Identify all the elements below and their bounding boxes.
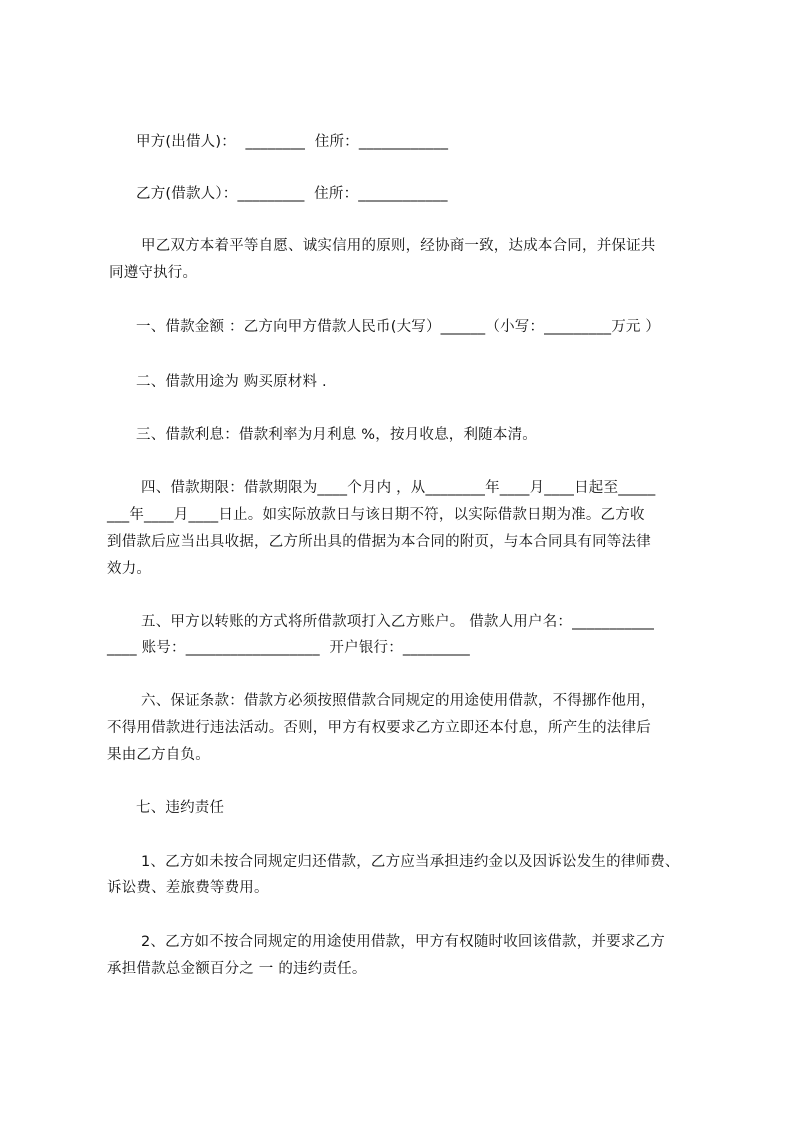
clause-6-line-3: 果由乙方自负。 — [107, 747, 210, 763]
clause-4-line-4: 效力。 — [107, 561, 152, 577]
clause-1-amount: 一、借款金额 ：乙方向甲方借款人民币(大写）______（小写：_________万元 ） — [136, 319, 661, 335]
clause-4-line-2: ___年____月____日止。如实际放款日与该日期不符，以实际借款日期为准。乙方收 — [107, 507, 645, 523]
clause-4-line-1: 四、借款期限：借款期限为____个月内 ，从________年____月____日起至_____ — [141, 480, 656, 496]
preamble-line-2: 同遵守执行。 — [109, 265, 198, 281]
clause-7-item-2-line-2: 承担借款总金额百分之 一 的违约责任。 — [107, 961, 367, 977]
clause-6-line-1: 六、保证条款：借款方必须按照借款合同规定的用途使用借款，不得挪作他用， — [141, 693, 656, 709]
clause-7-item-2-line-1: 2、乙方如不按合同规定的用途使用借款，甲方有权随时收回该借款，并要求乙方 — [141, 934, 665, 950]
clause-5-line-2: ____ 账号：__________________ 开户银行：_________ — [107, 640, 470, 656]
clause-7-heading: 七、违约责任 — [136, 800, 225, 816]
preamble-line-1: 甲乙双方本着平等自愿、诚实信用的原则，经协商一致，达成本合同，并保证共 — [141, 238, 656, 254]
party-a-line: 甲方(出借人)： ________ 住所：____________ — [136, 134, 449, 150]
party-b-line: 乙方(借款人）：_________ 住所：____________ — [136, 186, 448, 202]
clause-5-line-1: 五、甲方以转账的方式将所借款项打入乙方账户。 借款人用户名：___________ — [141, 614, 655, 630]
clause-6-line-2: 不得用借款进行违法活动。否则，甲方有权要求乙方立即还本付息，所产生的法律后 — [107, 720, 651, 736]
clause-7-item-1-line-2: 诉讼费、差旅费等费用。 — [107, 880, 269, 896]
clause-4-line-3: 到借款后应当出具收据，乙方所出具的借据为本合同的附页，与本合同具有同等法律 — [107, 534, 651, 550]
clause-7-item-1-line-1: 1、乙方如未按合同规定归还借款，乙方应当承担违约金以及因诉讼发生的律师费、 — [141, 854, 680, 870]
clause-2-purpose: 二、借款用途为 购买原材料 . — [136, 374, 327, 390]
clause-3-interest: 三、借款利息：借款利率为月利息 %，按月收息，利随本清。 — [136, 427, 537, 443]
